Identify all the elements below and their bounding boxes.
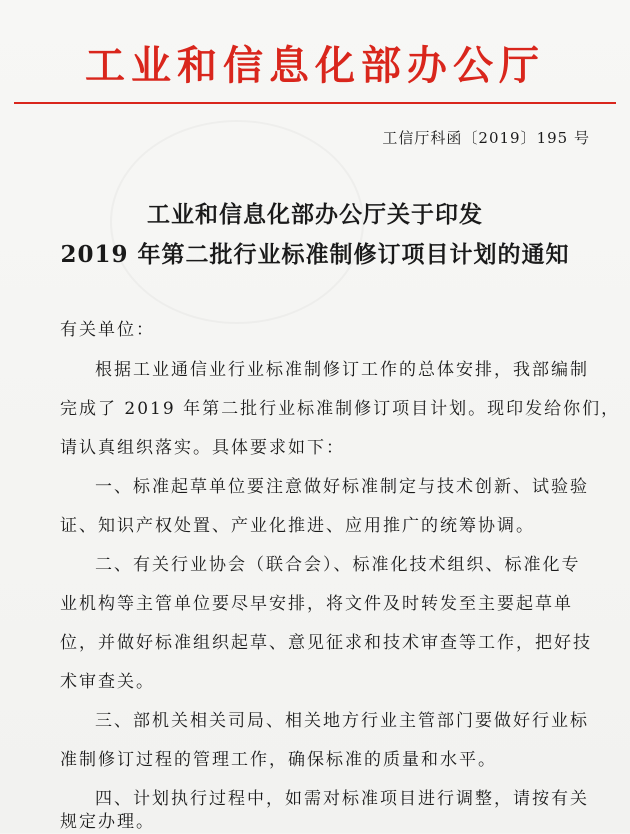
body-line: 请认真组织落实。具体要求如下： (60, 438, 345, 458)
body-line: 证、知识产权处置、产业化推进、应用推广的统筹协调。 (60, 516, 535, 536)
salutation: 有关单位： (60, 320, 155, 340)
body-line: 业机构等主管单位要尽早安排，将文件及时转发至主要起草单 (60, 594, 573, 614)
body-line: 根据工业通信业行业标准制修订工作的总体安排，我部编制 (95, 360, 589, 380)
body-line: 位，并做好标准组织起草、意见征求和技术审查等工作，把好技 (60, 633, 592, 653)
document-title-line-1: 工业和信息化部办公厅关于印发 (147, 201, 483, 228)
letterhead-red-rule (14, 102, 616, 104)
body-line: 一、标准起草单位要注意做好标准制定与技术创新、试验验 (95, 477, 589, 497)
body-line: 完成了 2019 年第二批行业标准制修订项目计划。现印发给你们， (60, 399, 621, 419)
body-line: 四、计划执行过程中，如需对标准项目进行调整，请按有关 (95, 789, 589, 809)
document-number: 工信厅科函〔2019〕195 号 (382, 129, 590, 147)
body-line: 二、有关行业协会（联合会）、标准化技术组织、标准化专 (95, 555, 581, 575)
body-line: 三、部机关相关司局、相关地方行业主管部门要做好行业标 (95, 711, 589, 731)
letterhead-org-name: 工业和信息化部办公厅 (85, 43, 545, 89)
body-line: 准制修订过程的管理工作，确保标准的质量和水平。 (60, 750, 497, 770)
body-line: 术审查关。 (60, 672, 155, 692)
body-line: 规定办理。 (60, 812, 155, 832)
document-title-line-2: 2019 年第二批行业标准制修订项目计划的通知 (60, 241, 570, 268)
